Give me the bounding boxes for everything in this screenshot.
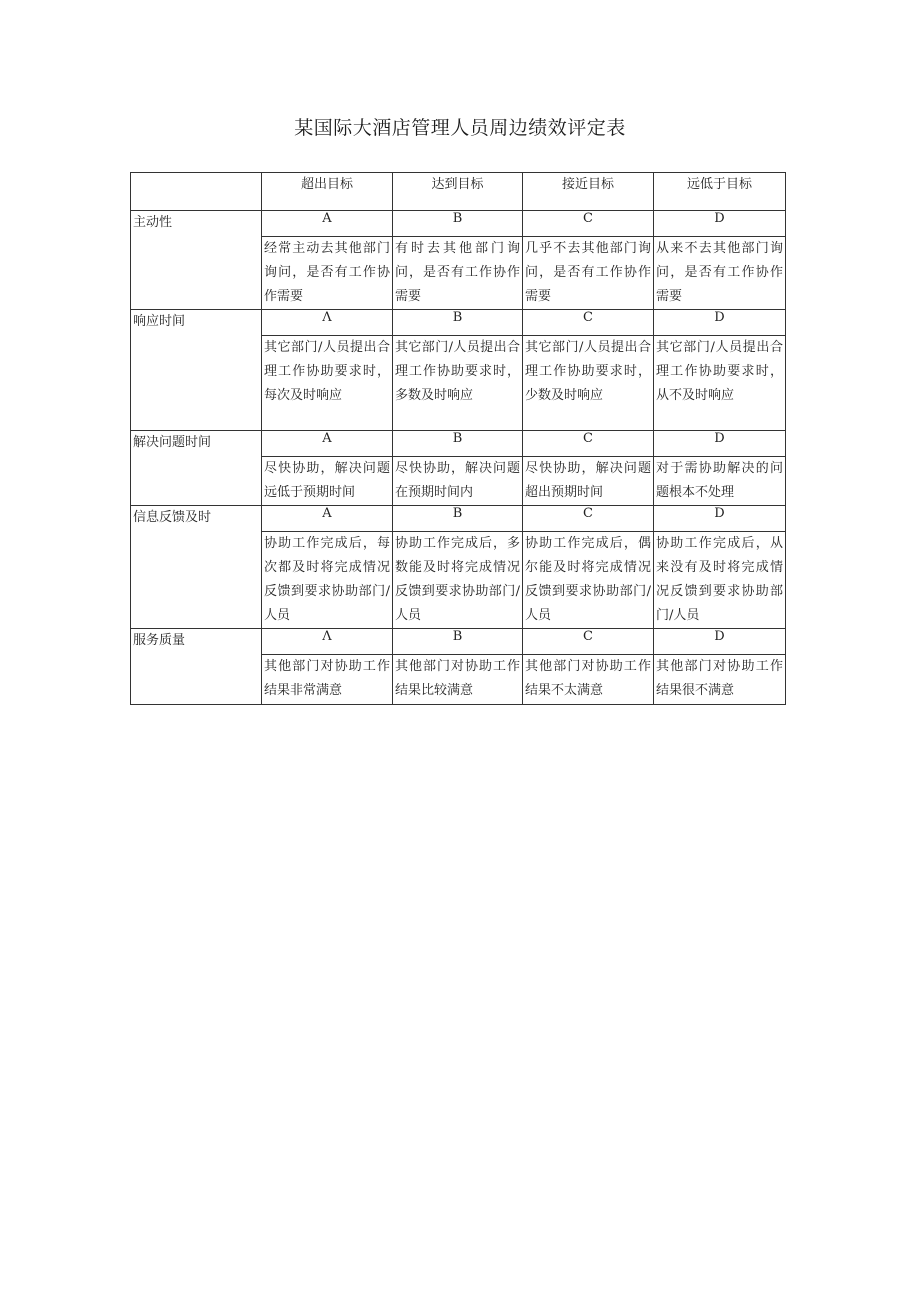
grade-row [131,431,786,457]
description-cell: 协助工作完成后，每次都及时将完成情况反馈到要求协助部门/人员 [262,532,393,629]
criterion-service-quality: 服务质量 [131,629,262,705]
description-cell: 经常主动去其他部门询问，是否有工作协作需要 [262,237,393,310]
grade-cell: Λ [262,310,393,336]
criterion-initiative: 主动性 [131,211,262,310]
grade-row [131,506,786,532]
grade-cell: A [262,431,393,457]
grade-row [131,211,786,237]
grade-cell: C [523,211,654,237]
description-cell: 对于需协助解决的问题根本不处理 [654,457,786,506]
grade-row [131,629,786,655]
description-cell: 协助工作完成后，从来没有及时将完成情况反馈到要求协助部门/人员 [654,532,786,629]
grade-cell: D [654,310,786,336]
description-cell: 其它部门/人员提出合理工作协助要求时，少数及时响应 [523,336,654,431]
grade-cell: D [654,629,786,655]
grade-cell: D [654,431,786,457]
grade-cell: C [523,629,654,655]
header-exceeds-target: 超出目标 [262,173,393,211]
criterion-problem-solving-time: 解决问题时间 [131,431,262,506]
grade-cell: C [523,310,654,336]
description-cell: 协助工作完成后，偶尔能及时将完成情况反馈到要求协助部门/人员 [523,532,654,629]
grade-cell: A [262,506,393,532]
description-cell: 其他部门对协助工作结果非常满意 [262,655,393,705]
grade-cell: A [262,211,393,237]
header-row [131,173,786,211]
description-cell: 其他部门对协助工作结果很不满意 [654,655,786,705]
description-cell: 尽快协助，解决问题远低于预期时间 [262,457,393,506]
description-cell: 其它部门/人员提出合理工作协助要求时，从不及时响应 [654,336,786,431]
header-near-target: 接近目标 [523,173,654,211]
grade-cell: C [523,431,654,457]
grade-cell: D [654,211,786,237]
grade-cell: D [654,506,786,532]
header-far-below-target: 远低于目标 [654,173,786,211]
description-cell: 尽快协助，解决问题超出预期时间 [523,457,654,506]
criterion-timely-feedback: 信息反馈及时 [131,506,262,629]
description-cell: 其它部门/人员提出合理工作协助要求时，每次及时响应 [262,336,393,431]
grade-cell: B [393,431,523,457]
criterion-response-time: 响应时间 [131,310,262,431]
grade-cell: Λ [262,629,393,655]
description-cell: 其它部门/人员提出合理工作协助要求时，多数及时响应 [393,336,523,431]
description-cell: 其他部门对协助工作结果比较满意 [393,655,523,705]
description-cell: 从来不去其他部门询问，是否有工作协作需要 [654,237,786,310]
grade-cell: C [523,506,654,532]
description-cell: 有时去其他部门询问，是否有工作协作需要 [393,237,523,310]
page-title: 某国际大酒店管理人员周边绩效评定表 [294,117,626,139]
grade-cell: B [393,506,523,532]
grade-cell: B [393,310,523,336]
header-meets-target: 达到目标 [393,173,523,211]
description-cell: 几乎不去其他部门询问，是否有工作协作需要 [523,237,654,310]
description-cell: 其他部门对协助工作结果不太满意 [523,655,654,705]
corner-cell [131,173,262,211]
evaluation-table [130,172,786,705]
grade-cell: B [393,211,523,237]
description-cell: 协助工作完成后，多数能及时将完成情况反馈到要求协助部门/人员 [393,532,523,629]
grade-cell: B [393,629,523,655]
description-cell: 尽快协助，解决问题在预期时间内 [393,457,523,506]
grade-row [131,310,786,336]
